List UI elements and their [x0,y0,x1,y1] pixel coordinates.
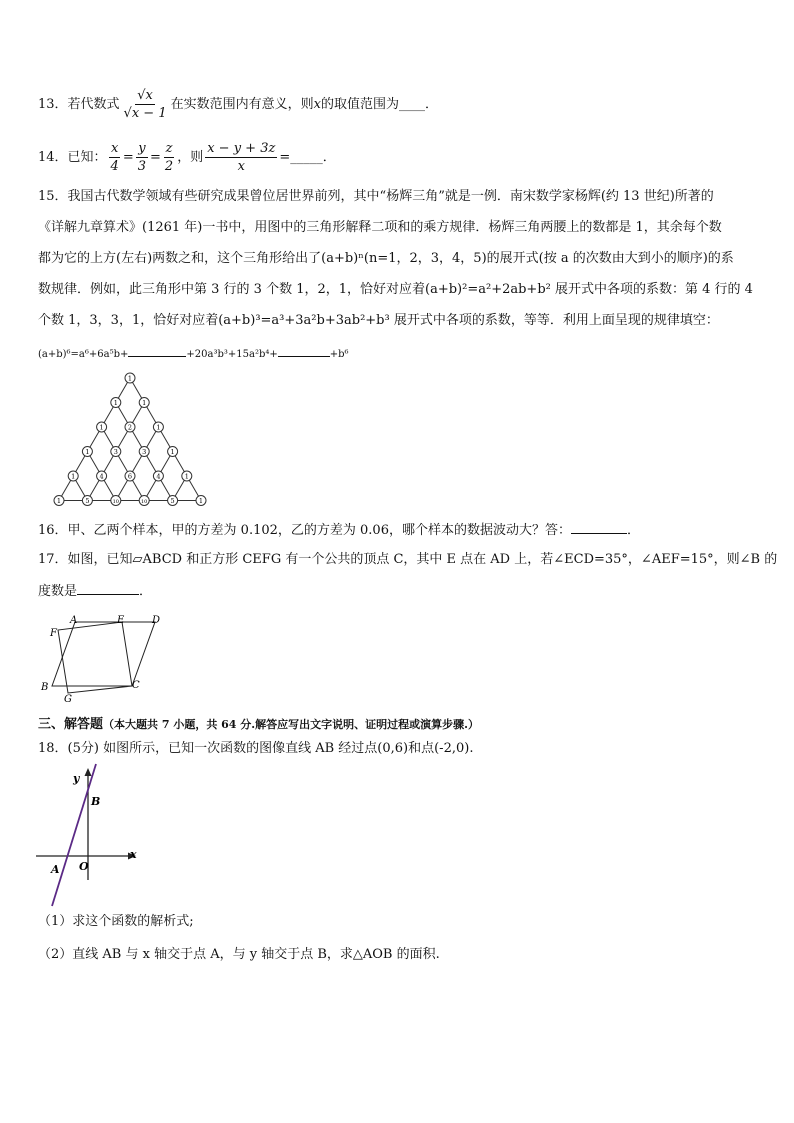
label-B: B [41,682,49,693]
triangle-node-value: 1 [71,472,76,481]
label-C: C [132,680,140,691]
triangle-node-value: 3 [142,447,147,456]
label-B18: B [91,795,101,808]
triangle-node-value: 1 [184,472,189,481]
q13-middle: 在实数范围内有意义，则 [170,97,314,112]
label-D: D [152,615,161,626]
triangle-node-value: 3 [113,447,118,456]
label-G: G [64,694,72,704]
triangle-node-value: 1 [127,374,133,383]
triangle-node-value: 2 [127,423,133,432]
triangle-node-value: 1 [85,447,90,456]
triangle-node-value: 10 [112,498,119,505]
q14-fraction-x: $\frac{x}{4}$ [110,141,119,174]
yanghui-triangle-figure [45,370,215,512]
triangle-node-value: 1 [56,496,62,505]
section-3-heading: 三、解答题（本大题共 7 小题，共 64 分.解答应写出文字说明、证明过程或演算步骤.） [38,717,479,732]
label-A18: A [51,863,60,876]
label-E: E [117,615,125,626]
question-14: 14．已知： $\frac{x}{4}$ = $\frac{y}{3}$ = $\frac{z}{2}$ ，则 $\frac{x - y + 3z}{x}$ =_____． [38,141,336,174]
answer-blank-2[interactable] [278,344,330,357]
answer-blank-q17[interactable] [77,582,139,595]
label-F: F [50,628,57,639]
q15-line-5: 个数 1，3，3，1，恰好对应着(a+b)³=a³+3a²b+3ab²+b³ 展开式中各项的系数，等等．利用上面呈现的规律填空： [38,313,719,328]
label-A: A [70,615,78,626]
triangle-node-value: 6 [127,472,133,481]
label-y: y [73,772,80,785]
q15-line-1: 15．我国古代数学领域有些研究成果曾位居世界前列，其中“杨辉三角”就是一例．南宋数学家杨辉(约 13 世纪)所著的 [38,189,714,204]
q15-line-4: 数规律．例如，此三角形中第 3 行的 3 个数 1，2，1，恰好对应着(a+b)²=a²+2ab+b² 展开式中各项的系数：第 4 行的 4 [38,282,753,297]
question-13: 13．若代数式 $\frac{√x}{√x - 1}$ 在实数范围内有意义，则x的取值范围为____． [38,88,438,121]
triangle-node-value: 1 [198,496,204,505]
y-axis-arrow [85,768,92,776]
parallelogram-abcd [52,622,155,686]
question-16: 16．甲、乙两个样本，甲的方差为 0.102，乙的方差为 0.06，哪个样本的数据波动大？答： ． [38,523,640,538]
triangle-node-value: 10 [141,498,148,505]
linear-function-graph [36,760,146,910]
triangle-node-value: 5 [85,496,90,505]
q18-part-2: （2）直线 AB 与 x 轴交于点 A，与 y 轴交于点 B，求△AOB 的面积. [38,947,440,962]
answer-blank-q16[interactable] [571,521,627,534]
q14-fraction-expr: $\frac{x - y + 3z}{x}$ [207,141,276,174]
q14-fraction-z: $\frac{z}{2}$ [164,141,174,174]
triangle-node-value: 5 [170,496,175,505]
q18-part-1: （1）求这个函数的解析式; [38,914,194,929]
label-x: x [130,848,137,861]
square-cefg [58,622,132,693]
q14-fraction-y: $\frac{y}{3}$ [137,141,147,174]
q17-line-2: 度数是 ． [38,584,153,599]
q15-line-3: 都为它的上方(左右)两数之和，这个三角形给出了(a+b)ⁿ(n=1，2，3，4，5)的展开式(按 a 的次数由大到小的顺序)的系 [38,251,734,266]
q13-suffix: 的取值范围为____． [320,97,438,112]
answer-blank-1[interactable] [128,344,186,357]
parallelogram-square-figure [40,612,170,704]
q15-formula: (a+b)⁶=a⁶+6a⁵b+ +20a³b³+15a²b⁴+ +b⁶ [38,344,349,362]
triangle-node-value: 1 [99,423,104,432]
q13-fraction: $\frac{√x}{√x - 1}$ [123,88,167,121]
label-O: O [79,860,89,873]
triangle-node-value: 4 [99,472,104,481]
triangle-node-value: 1 [113,398,118,407]
triangle-node-value: 1 [156,423,161,432]
q17-line-1: 17．如图，已知▱ABCD 和正方形 CEFG 有一个公共的顶点 C，其中 E 点在 AD 上，若∠ECD=35°，∠AEF=15°，则∠B 的 [38,552,778,567]
triangle-node-value: 1 [142,398,147,407]
q13-prefix: 13．若代数式 [38,97,120,112]
question-18: 18．(5分) 如图所示，已知一次函数的图像直线 AB 经过点(0,6)和点(-2,0). [38,741,474,756]
line-ab [52,764,96,906]
triangle-node-value: 1 [170,447,175,456]
q15-line-2: 《详解九章算术》(1261 年)一书中，用图中的三角形解释二项和的乘方规律．杨辉三角两腰上的数都是 1，其余每个数 [38,220,722,235]
triangle-node-value: 4 [156,472,161,481]
